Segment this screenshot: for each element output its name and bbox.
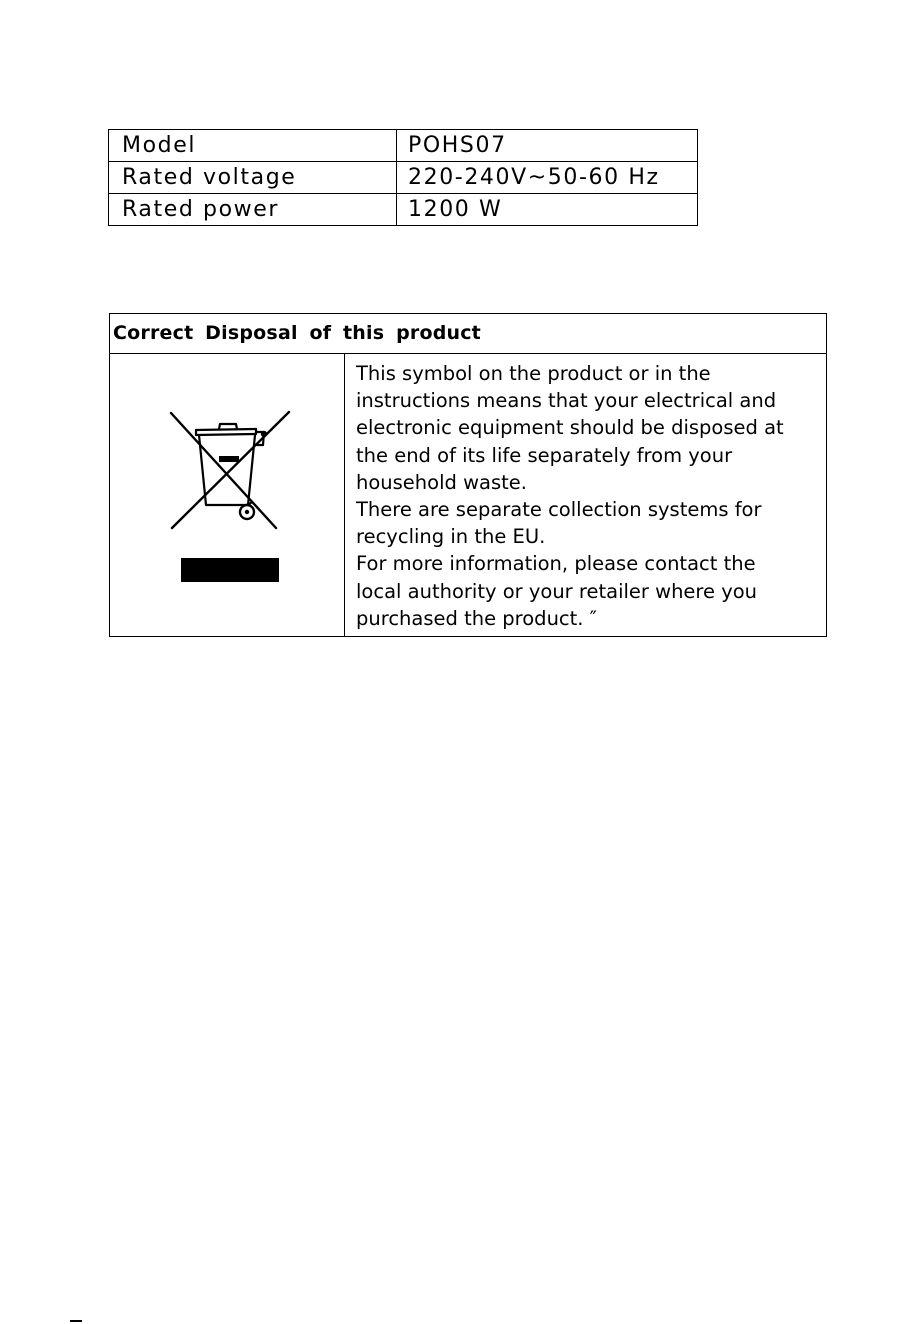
disposal-line: household waste.	[356, 470, 527, 494]
disposal-line: For more information, please contact the	[356, 552, 756, 576]
disposal-line: recycling in the EU.	[356, 525, 546, 549]
spec-value: 1200 W	[397, 194, 698, 226]
disposal-line: the end of its life separately from your	[356, 443, 733, 467]
weee-crossed-bin-icon	[168, 410, 298, 586]
spec-label: Rated power	[109, 194, 397, 226]
spec-label: Model	[109, 130, 397, 162]
disposal-line: This symbol on the product or in the	[356, 362, 711, 385]
spec-row-model	[109, 130, 698, 162]
page-corner-mark	[70, 1320, 82, 1322]
disposal-line: There are separate collection systems for	[356, 498, 762, 522]
disposal-box	[109, 313, 827, 637]
disposal-line: local authority or your retailer where you	[356, 579, 758, 603]
disposal-title: Correct Disposal of this product	[110, 314, 826, 354]
symbol-cell	[110, 354, 345, 636]
disposal-line: instructions means that your electrical and	[356, 389, 777, 413]
spec-value: 220-240V~50-60 Hz	[397, 162, 698, 194]
spec-value: POHS07	[397, 130, 698, 162]
spec-row-rated-voltage	[109, 162, 698, 194]
disposal-line: purchased the product. ″	[356, 606, 597, 630]
disposal-line: electronic equipment should be disposed at	[356, 416, 784, 440]
disposal-text	[356, 360, 818, 632]
spec-label: Rated voltage	[109, 162, 397, 194]
spec-row-rated-power	[109, 194, 698, 226]
disposal-body	[110, 354, 826, 636]
spec-table	[108, 129, 698, 226]
